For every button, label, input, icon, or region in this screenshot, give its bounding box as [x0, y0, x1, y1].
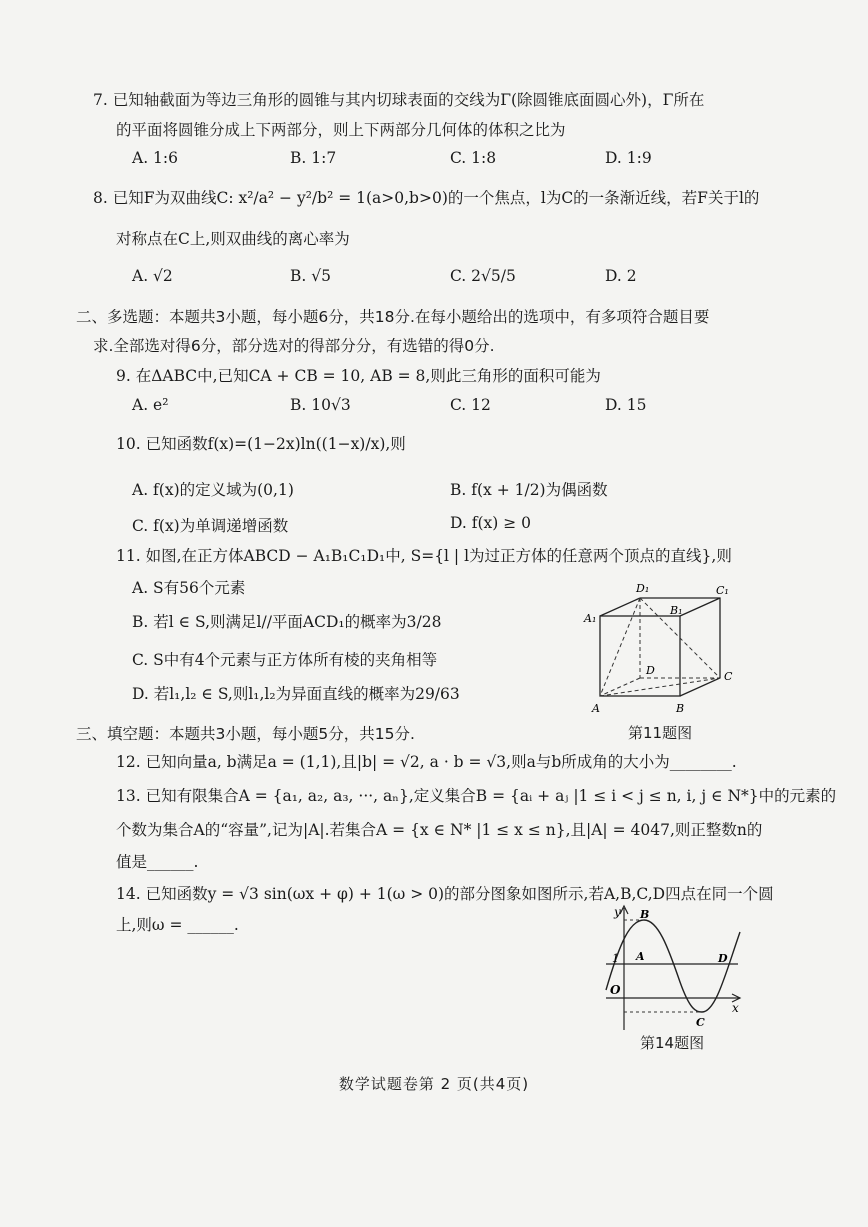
graph-label-d: D: [718, 952, 728, 965]
q9-option-c: C. 12: [450, 396, 491, 414]
q8-option-d: D. 2: [605, 267, 637, 285]
q13-stem-line2: 个数为集合A的“容量”,记为|A|.若集合A = {x ∈ N* |1 ≤ x ≤ n},且|A| = 4047,则正整数n的: [116, 821, 763, 839]
page-footer: 数学试题卷第 2 页(共4页): [338, 1075, 530, 1093]
graph-label-b: B: [640, 908, 650, 921]
q7-option-a: A. 1:6: [132, 149, 178, 167]
cube-figure: [578, 578, 738, 718]
graph-label-origin: O: [610, 983, 621, 997]
q8-option-a: A. √2: [132, 267, 173, 285]
q7-option-d: D. 1:9: [605, 149, 652, 167]
q13-stem-line3: 值是______.: [116, 853, 199, 871]
q14-stem-line2: 上,则ω = ______.: [116, 916, 239, 934]
q10-option-a: A. f(x)的定义域为(0,1): [132, 481, 294, 499]
q7-stem-line2: 的平面将圆锥分成上下两部分，则上下两部分几何体的体积之比为: [116, 121, 566, 139]
sine-graph-figure: [600, 902, 750, 1032]
q10-option-b: B. f(x + 1/2)为偶函数: [450, 481, 608, 499]
cube-label-a: A: [592, 702, 600, 715]
q11-option-d: D. 若l₁,l₂ ∈ S,则l₁,l₂为异面直线的概率为29/63: [132, 685, 460, 703]
graph-label-x: x: [732, 1001, 739, 1015]
q10-option-d: D. f(x) ≥ 0: [450, 514, 532, 532]
q9-stem: 9. 在ΔABC中,已知CA + CB = 10, AB = 8,则此三角形的面积可能为: [116, 367, 601, 385]
cube-label-a1: A₁: [584, 612, 597, 625]
q11-option-b: B. 若l ∈ S,则满足l//平面ACD₁的概率为3/28: [132, 613, 442, 631]
q8-option-c: C. 2√5/5: [450, 267, 516, 285]
cube-label-c1: C₁: [716, 584, 729, 597]
section2-heading-line2: 求.全部选对得6分，部分选对的得部分分，有选错的得0分.: [93, 337, 495, 355]
q13-stem-line1: 13. 已知有限集合A = {a₁, a₂, a₃, ···, aₙ},定义集合B = {aᵢ + aⱼ |1 ≤ i < j ≤ n, i, j ∈ N*}中的元素的: [116, 787, 837, 805]
q14-stem-line1: 14. 已知函数y = √3 sin(ωx + φ) + 1(ω > 0)的部分图象如图所示,若A,B,C,D四点在同一个圆: [116, 885, 774, 903]
figure-14-caption: 第14题图: [640, 1034, 705, 1052]
graph-label-c: C: [696, 1016, 705, 1029]
cube-label-d1: D₁: [636, 582, 650, 595]
q11-option-c: C. S中有4个元素与正方体所有棱的夹角相等: [132, 651, 438, 669]
cube-label-b: B: [676, 702, 685, 715]
q7-option-c: C. 1:8: [450, 149, 497, 167]
cube-label-c: C: [724, 670, 733, 683]
q8-stem-line1: 8. 已知F为双曲线C: x²/a² − y²/b² = 1(a>0,b>0)的一个焦点，l为C的一条渐近线，若F关于l的: [93, 189, 760, 207]
section2-heading-line1: 二、多选题：本题共3小题，每小题6分，共18分.在每小题给出的选项中，有多项符合题目要: [76, 308, 710, 326]
q8-option-b: B. √5: [290, 267, 331, 285]
q9-option-b: B. 10√3: [290, 396, 351, 414]
graph-label-one: 1: [612, 952, 619, 965]
q9-option-a: A. e²: [132, 396, 169, 414]
q7-stem-line1: 7. 已知轴截面为等边三角形的圆锥与其内切球表面的交线为Γ(除圆锥底面圆心外)，Γ所在: [93, 91, 705, 109]
q10-stem: 10. 已知函数f(x)=(1−2x)ln((1−x)/x),则: [116, 435, 406, 453]
q8-stem-line2: 对称点在C上,则双曲线的离心率为: [116, 230, 350, 248]
q12-stem: 12. 已知向量a, b满足a = (1,1),且|b| = √2, a · b = √3,则a与b所成角的大小为________.: [116, 753, 737, 771]
section3-heading: 三、填空题：本题共3小题，每小题5分，共15分.: [76, 725, 415, 743]
q10-option-c: C. f(x)为单调递增函数: [132, 517, 289, 535]
figure-11-caption: 第11题图: [628, 724, 693, 742]
q11-stem: 11. 如图,在正方体ABCD − A₁B₁C₁D₁中, S={l | l为过正方体的任意两个顶点的直线},则: [116, 547, 732, 565]
q7-option-b: B. 1:7: [290, 149, 337, 167]
cube-label-d: D: [646, 664, 655, 677]
q11-option-a: A. S有56个元素: [132, 579, 246, 597]
cube-label-b1: B₁: [670, 604, 683, 617]
graph-label-y: y: [614, 905, 621, 919]
graph-label-a: A: [636, 950, 645, 963]
q9-option-d: D. 15: [605, 396, 647, 414]
